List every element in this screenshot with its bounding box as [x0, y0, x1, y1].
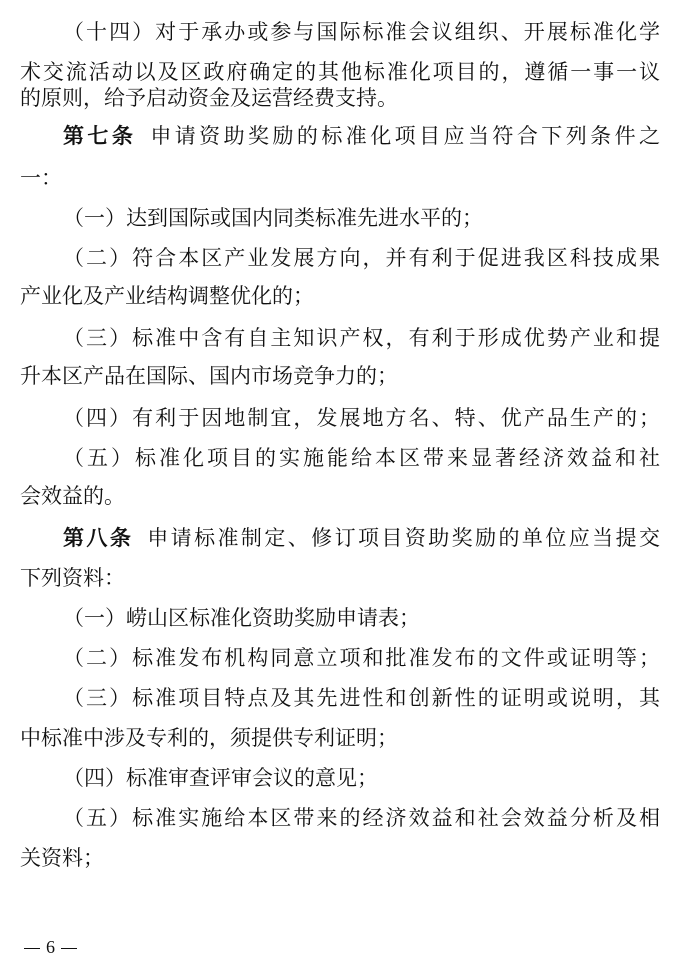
list-item	[0, 638, 700, 678]
article-8-label: 第八条	[63, 526, 134, 550]
list-item	[0, 758, 700, 798]
article-7-heading-line	[0, 116, 700, 156]
text-line	[0, 718, 700, 758]
list-item	[0, 438, 700, 478]
article-7-item-2-line-2: 产业化及产业结构调整优化的；	[20, 284, 314, 308]
article-7-item-5-line-1: （五）标准化项目的实施能给本区带来显著经济效益和社	[63, 446, 660, 470]
article-7-line-2: 一：	[20, 166, 62, 190]
article-8-item-2-line-1: （二）标准发布机构同意立项和批准发布的文件或证明等；	[63, 646, 660, 670]
text-line	[0, 476, 700, 516]
dash-left	[24, 948, 40, 949]
article-8-line-2: 下列资料：	[20, 566, 125, 590]
list-item	[0, 398, 700, 438]
list-item	[0, 798, 700, 838]
article-8-line-1: 申请标准制定、修订项目资助奖励的单位应当提交	[147, 526, 660, 550]
article-7-item-5-line-2: 会效益的。	[20, 484, 125, 508]
article-7-line-1: 申请资助奖励的标准化项目应当符合下列条件之	[150, 124, 661, 148]
para-14-line-3: 的原则，给予启动资金及运营经费支持。	[20, 86, 398, 110]
text-line	[0, 838, 700, 878]
article-8-item-5-line-1: （五）标准实施给本区带来的经济效益和社会效益分析及相	[63, 806, 660, 830]
text-line	[0, 276, 700, 316]
article-7-item-3-line-2: 升本区产品在国际、国内市场竞争力的；	[20, 364, 398, 388]
text-line	[0, 158, 700, 198]
article-8-item-3-line-2: 中标准中涉及专利的，须提供专利证明；	[20, 726, 398, 750]
article-8-heading-line	[0, 518, 700, 558]
article-8-item-1-line-1: （一）崂山区标准化资助奖励申请表；	[63, 606, 420, 630]
article-7-item-2-line-1: （二）符合本区产业发展方向，并有利于促进我区科技成果	[63, 246, 660, 270]
dash-right	[61, 948, 77, 949]
text-line	[0, 356, 700, 396]
list-item	[0, 198, 700, 238]
article-8-item-4-line-1: （四）标准审查评审会议的意见；	[63, 766, 378, 790]
para-14-line-2: 术交流活动以及区政府确定的其他标准化项目的，遵循一事一议	[20, 60, 660, 84]
page-number-footer	[18, 932, 83, 962]
text-line	[0, 12, 700, 52]
article-8-item-5-line-2: 关资料；	[20, 846, 104, 870]
article-7-item-4-line-1: （四）有利于因地制宜，发展地方名、特、优产品生产的；	[63, 406, 660, 430]
page-number: 6	[46, 937, 55, 957]
list-item	[0, 238, 700, 278]
article-8-item-3-line-1: （三）标准项目特点及其先进性和创新性的证明或说明，其	[63, 686, 660, 710]
article-7-item-3-line-1: （三）标准中含有自主知识产权，有利于形成优势产业和提	[63, 326, 660, 350]
list-item	[0, 318, 700, 358]
article-7-label: 第七条	[63, 124, 137, 148]
list-item	[0, 678, 700, 718]
article-7-item-1-line-1: （一）达到国际或国内同类标准先进水平的；	[63, 206, 483, 230]
text-line	[0, 558, 700, 598]
list-item	[0, 598, 700, 638]
para-14-line-1: （十四）对于承办或参与国际标准会议组织、开展标准化学	[63, 20, 660, 44]
text-line	[0, 78, 700, 118]
